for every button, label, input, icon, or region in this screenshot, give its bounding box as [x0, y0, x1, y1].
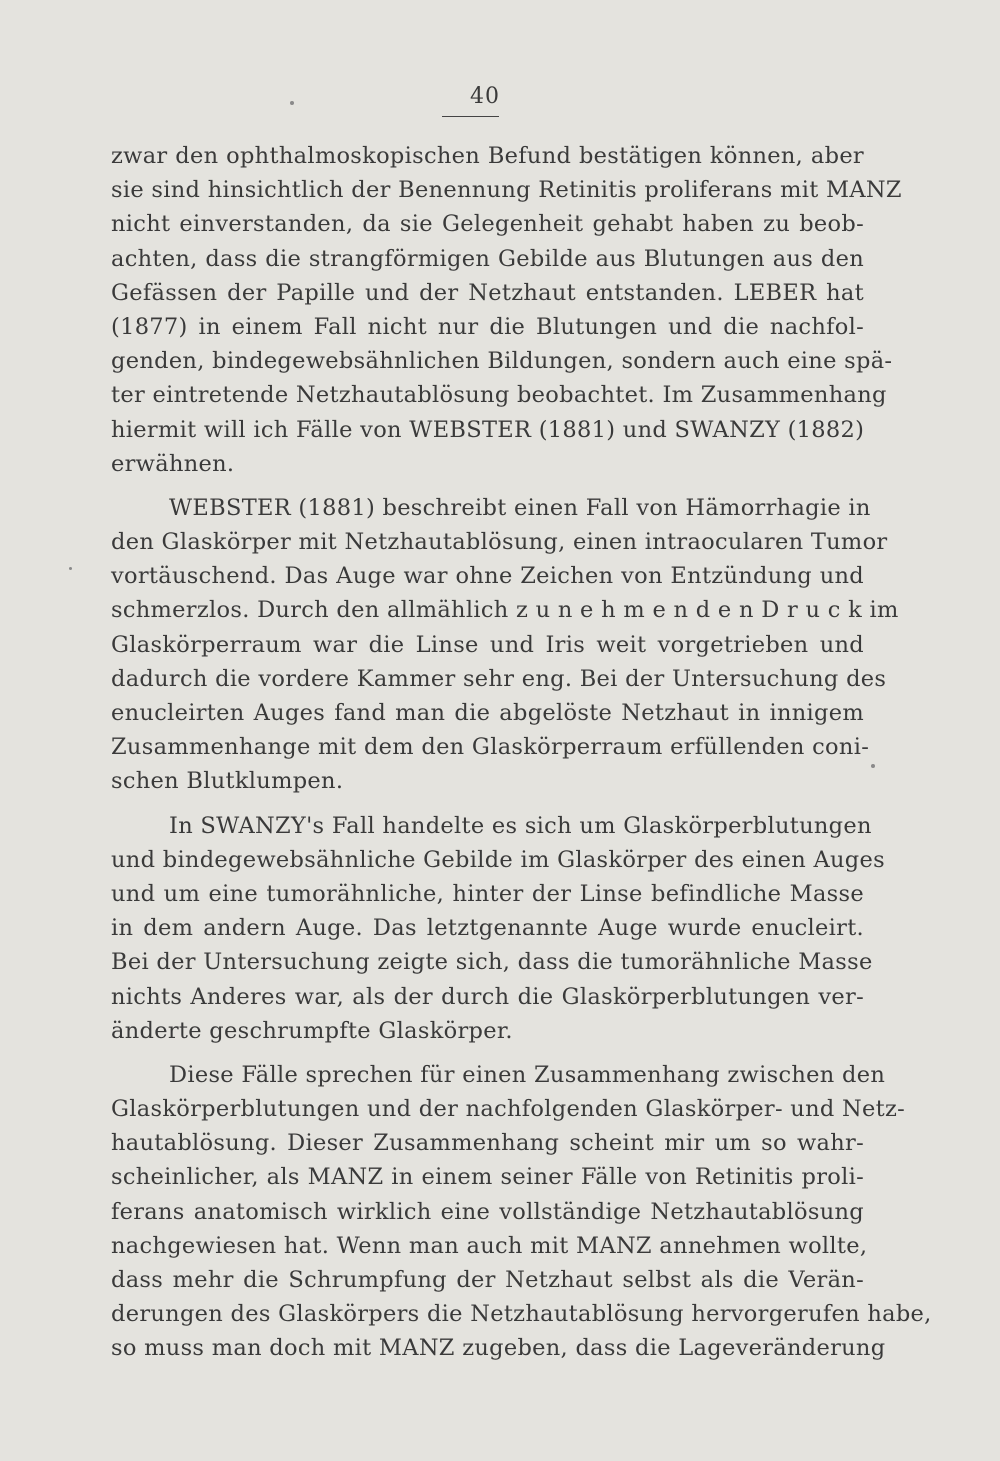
page-number: 40 — [470, 84, 500, 109]
scan-speck — [69, 567, 72, 570]
text-line: Glaskörperblutungen und der nachfolgenden Glaskörper- und Netz- — [111, 1096, 906, 1123]
text-line: vortäuschend. Das Auge war ohne Zeichen von Entzündung und — [111, 563, 864, 590]
text-line: nichts Anderes war, als der durch die Glaskörperblutungen ver- — [111, 983, 864, 1010]
text-line: Bei der Untersuchung zeigte sich, dass die tumorähnliche Masse — [111, 949, 873, 976]
text-line: nicht einverstanden, da sie Gelegenheit gehabt haben zu beob- — [111, 211, 864, 238]
text-line: Gefässen der Papille und der Netzhaut entstanden. LEBER hat — [111, 279, 864, 306]
text-line: sie sind hinsichtlich der Benennung Retinitis proliferans mit MANZ — [111, 177, 902, 204]
paragraph — [111, 1058, 932, 1366]
text-line: WEBSTER (1881) beschreibt einen Fall von Hämorrhagie in — [169, 494, 871, 521]
text-line: schmerzlos. Durch den allmählich z u n e h m e n d e n D r u c k im — [111, 597, 899, 624]
scan-speck — [290, 101, 294, 105]
text-line: zwar den ophthalmoskopischen Befund bestätigen können, aber — [111, 143, 864, 169]
paragraph — [111, 491, 899, 799]
paragraph-gap — [111, 481, 864, 491]
text-line: hautablösung. Dieser Zusammenhang scheint mir um so wahr- — [111, 1130, 864, 1157]
paragraph — [111, 139, 902, 481]
text-line: den Glaskörper mit Netzhautablösung, einen intraocularen Tumor — [111, 529, 888, 556]
text-line: In SWANZY's Fall handelte es sich um Glaskörperblutungen — [169, 812, 872, 839]
text-line: und bindegewebsähnliche Gebilde im Glaskörper des einen Auges — [111, 846, 885, 873]
paragraph-gap — [111, 799, 864, 809]
text-line: in dem andern Auge. Das letztgenannte Auge wurde enucleirt. — [111, 915, 864, 942]
text-line: Glaskörperraum war die Linse und Iris weit vorgetrieben und — [111, 631, 864, 658]
text-line: scheinlicher, als MANZ in einem seiner Fälle von Retinitis proli- — [111, 1164, 864, 1191]
text-line: und um eine tumorähnliche, hinter der Linse befindliche Masse — [111, 880, 864, 907]
text-line: Diese Fälle sprechen für einen Zusammenhang zwischen den — [169, 1061, 886, 1088]
text-line: achten, dass die strangförmigen Gebilde aus Blutungen aus den — [111, 245, 864, 272]
paragraph-gap — [111, 1048, 864, 1058]
text-line: dadurch die vordere Kammer sehr eng. Bei der Untersuchung des — [111, 665, 887, 692]
page-number-rule — [442, 116, 499, 117]
text-line: derungen des Glaskörpers die Netzhautablösung hervorgerufen habe, — [111, 1301, 932, 1328]
text-line: (1877) in einem Fall nicht nur die Blutungen und die nachfol- — [111, 313, 864, 340]
text-line: hiermit will ich Fälle von WEBSTER (1881) und SWANZY (1882) — [111, 416, 865, 443]
text-line: dass mehr die Schrumpfung der Netzhaut selbst als die Verän- — [111, 1267, 864, 1293]
scan-speck — [871, 764, 875, 768]
text-line: enucleirten Auges fand man die abgelöste Netzhaut in innigem — [111, 700, 864, 726]
text-line: ferans anatomisch wirklich eine vollständige Netzhautablösung — [111, 1198, 864, 1225]
text-line: nachgewiesen hat. Wenn man auch mit MANZ annehmen wollte, — [111, 1232, 868, 1259]
body-text — [111, 139, 932, 1366]
text-line: schen Blutklumpen. — [111, 768, 344, 795]
text-line: Zusammenhange mit dem den Glaskörperraum erfüllenden coni- — [111, 734, 870, 761]
paragraph — [111, 809, 885, 1048]
text-line: so muss man doch mit MANZ zugeben, dass die Lageveränderung — [111, 1335, 886, 1362]
text-line: ter eintretende Netzhautablösung beobachtet. Im Zusammenhang — [111, 382, 887, 409]
text-line: genden, bindegewebsähnlichen Bildungen, sondern auch eine spä- — [111, 348, 893, 375]
page-number-container — [430, 84, 540, 111]
text-line: änderte geschrumpfte Glaskörper. — [111, 1017, 513, 1044]
text-line: erwähnen. — [111, 450, 235, 477]
